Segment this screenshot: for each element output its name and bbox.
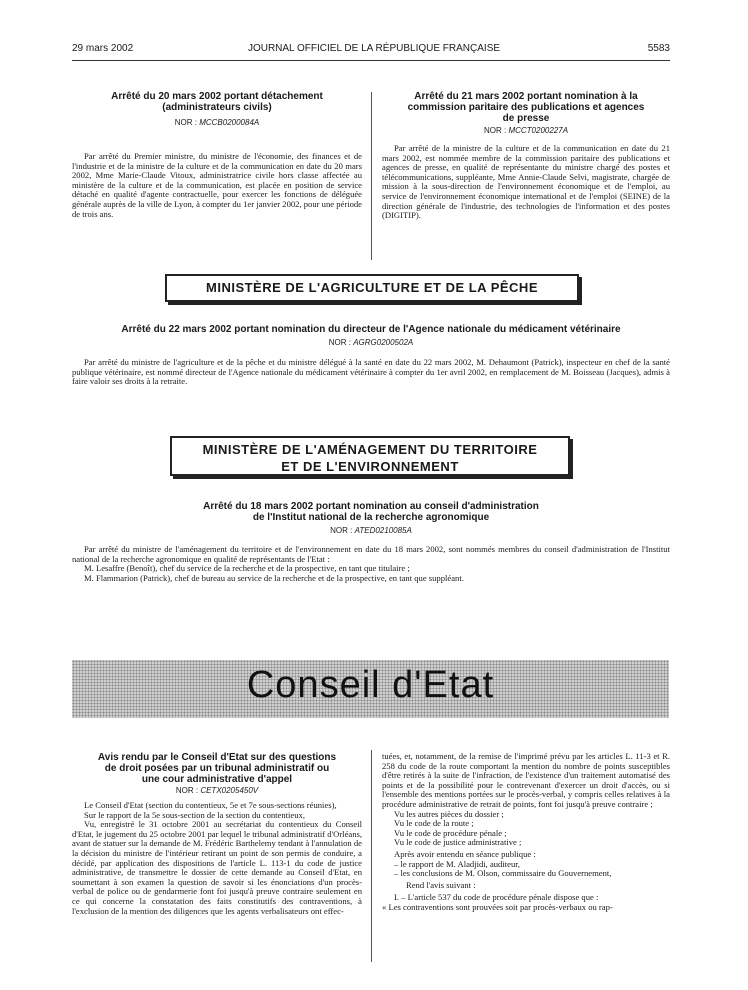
header-rule <box>72 60 670 61</box>
article-title-line: commission paritaire des publications et agences <box>407 102 645 113</box>
article-detachement <box>72 91 362 219</box>
visa-line: Vu le code de la route ; <box>394 818 474 829</box>
nor-label: NOR : <box>175 786 199 795</box>
ministry-name-line: MINISTÈRE DE L'AMÉNAGEMENT DU TERRITOIRE <box>202 442 538 457</box>
nor-code: MCCB0200084A <box>199 118 260 127</box>
nor-code: MCCT0200227A <box>508 126 569 135</box>
article-title: Arrêté du 22 mars 2002 portant nomination du directeur de l'Agence nationale du médicament vétérinaire <box>121 324 621 335</box>
column-divider-bottom <box>371 750 372 962</box>
article-body <box>382 144 670 221</box>
article-title-line: de droit posées par un tribunal administratif ou <box>104 763 330 774</box>
article-title-line: Arrêté du 21 mars 2002 portant nomination à la <box>414 91 638 102</box>
article-paragraph: Vu, enregistré le 31 octobre 2001 au secrétariat du contentieux du Conseil d'Etat, le jugement du 25 octobre 2001 par lequel le tribunal administratif d'Orléans, avant de statuer sur la demande de M. Frédéric Barthelemy tendant à l'annulation de la décision du ministre de l'intérieur retirant un point de son permis de conduire, a décidé, par application des dispositions de l'article L. 113-1 du code de justice administrative, de transmettre le dossier de cette demande au Conseil d'Etat, en soumettant à son examen la question de savoir si les énonciations d'un procès-verbal de police ou de gendarmerie font foi jusqu'à preuve contraire seulement en ce qui concerne la constatation des faits constitutifs des contraventions, à l'exclusion de la mention des diligences que les agents verbalisateurs ont effec- <box>72 819 362 916</box>
nor-label: NOR : <box>330 526 353 535</box>
nor-label: NOR : <box>174 118 197 127</box>
article-body <box>72 801 362 916</box>
article-title-line: Arrêté du 20 mars 2002 portant détachement <box>111 91 323 102</box>
nor-reference <box>382 126 670 135</box>
list-item: M. Flammarion (Patrick), chef de bureau au service de la recherche et de la prospective, en tant que suppléant. <box>84 572 464 583</box>
list-item: – le rapport de M. Aladjidi, auditeur, <box>394 858 520 869</box>
nor-reference <box>72 526 670 535</box>
header-page-number: 5583 <box>647 43 670 54</box>
visa-line: Vu le code de procédure pénale ; <box>394 827 507 838</box>
nor-reference <box>72 338 670 347</box>
nor-label: NOR : <box>483 126 507 135</box>
ministry-name-line: ET DE L'ENVIRONNEMENT <box>281 459 459 474</box>
header-journal-title: JOURNAL OFFICIEL DE LA RÉPUBLIQUE FRANÇAISE <box>247 43 501 54</box>
article-body <box>72 152 362 219</box>
nor-code: CETX0205450V <box>200 786 259 795</box>
article-paragraph: Par arrêté de la ministre de la culture et de la communication en date du 21 mars 2002, est nommée membre de la commission paritaire des publications et agences de presse, en qualité de représentante du ministre chargé des postes et télécommunications, suppléante, Mme Annie-Claude Selvi, magistrate, chargée de mission à la sous-direction de l'environnement économique et de l'emploi, au service de l'environnement économique international et de l'emploi (SEINE) de la direction générale de l'industrie, des technologies de l'information et des postes (DIGITIP). <box>382 143 670 221</box>
article-body <box>382 752 670 913</box>
article-title-line: Arrêté du 18 mars 2002 portant nomination au conseil d'administration <box>203 501 539 512</box>
list-item: – les conclusions de M. Olson, commissaire du Gouvernement, <box>394 868 612 879</box>
section-title: Conseil d'Etat <box>246 664 495 706</box>
article-title-line: de presse <box>502 113 550 124</box>
article-body <box>72 545 670 583</box>
article-paragraph: Après avoir entendu en séance publique : <box>394 848 536 859</box>
ministry-heading-amenagement <box>170 436 570 476</box>
article-paragraph: I. – L'article 537 du code de procédure pénale dispose que : <box>394 892 599 903</box>
column-divider-top <box>371 92 372 260</box>
nor-code: ATED0210085A <box>354 526 412 535</box>
visa-line: Vu les autres pièces du dossier ; <box>394 808 504 819</box>
section-banner <box>72 660 669 718</box>
article-paragraph: Sur le rapport de la 5e sous-section de la section du contentieux, <box>84 809 305 820</box>
article-title-line: de l'Institut national de la recherche agronomique <box>252 512 490 523</box>
article-paragraph: Par arrêté du ministre de l'aménagement du territoire et de l'environnement en date du 18 mars 2002, sont nommés membres du conseil d'administration de l'Institut national de la recherche agronomique en qualité de représentants de l'Etat : <box>72 544 670 564</box>
article-paragraph: Rend l'avis suivant : <box>406 879 476 890</box>
article-nomination-conseil-administration <box>72 501 670 583</box>
article-paragraph: Par arrêté du Premier ministre, du ministre de l'économie, des finances et de l'industrie et de la ministre de la culture et de la communication en date du 20 mars 2002, Mme Marie-Claude Vitoux, administratrice civile hors classe affectée au ministère de la culture et de la communication, est placée en position de service détaché en qualité d'agente contractuelle, pour exercer les fonctions de déléguée générale auprès de la ville de Lyon, à compter du 1er janvier 2002, pour une période de trois ans. <box>72 151 362 219</box>
article-paragraph: Par arrêté du ministre de l'agriculture et de la pêche et du ministre délégué à la santé en date du 22 mars 2002, M. Dehaumont (Patrick), inspecteur en chef de la santé publique vétérinaire, est nommé directeur de l'Agence nationale du médicament vétérinaire à compter du 1er avril 2002, en remplacement de M. Boisseau (Jacques), admis à faire valoir ses droits à la retraite. <box>72 357 670 387</box>
article-avis-continuation <box>382 752 670 913</box>
article-title-line: Avis rendu par le Conseil d'Etat sur des questions <box>97 752 337 763</box>
ministry-name: MINISTÈRE DE L'AGRICULTURE ET DE LA PÊCHE <box>206 280 538 295</box>
nor-code: AGRG0200502A <box>353 338 414 347</box>
article-body <box>72 358 670 387</box>
article-paragraph: tuées, et, notamment, de la remise de l'imprimé prévu par les articles L. 11-3 et R. 258 du code de la route comportant la mention du nombre de points susceptibles d'être retirés à la suite de l'infraction, de l'existence d'un traitement automatisé des points et de la possibilité pour le contrevenant d'exercer un droit d'accès, ou si l'ensemble des mentions portées sur le procès-verbal, y compris celles relatives à la procédure administrative de retrait de points, font foi jusqu'à preuve contraire ; <box>382 751 670 809</box>
list-item: M. Lesaffre (Benoît), chef du service de la recherche et de la prospective, en tant que titulaire ; <box>84 563 410 574</box>
article-avis-conseil-etat <box>72 752 362 916</box>
nor-label: NOR : <box>328 338 351 347</box>
article-paragraph: « Les contraventions sont prouvées soit par procès-verbaux ou rap- <box>382 901 613 912</box>
article-nomination-commission <box>382 91 670 221</box>
visa-line: Vu le code de justice administrative ; <box>394 837 522 848</box>
article-title-line: une cour administrative d'appel <box>141 774 293 785</box>
article-title-line: (administrateurs civils) <box>162 102 272 113</box>
ministry-heading-agriculture <box>165 274 579 302</box>
nor-reference <box>72 786 362 795</box>
header-date: 29 mars 2002 <box>72 43 134 54</box>
nor-reference <box>72 118 362 127</box>
article-nomination-directeur <box>72 324 670 387</box>
article-paragraph: Le Conseil d'Etat (section du contentieux, 5e et 7e sous-sections réunies), <box>84 800 337 810</box>
